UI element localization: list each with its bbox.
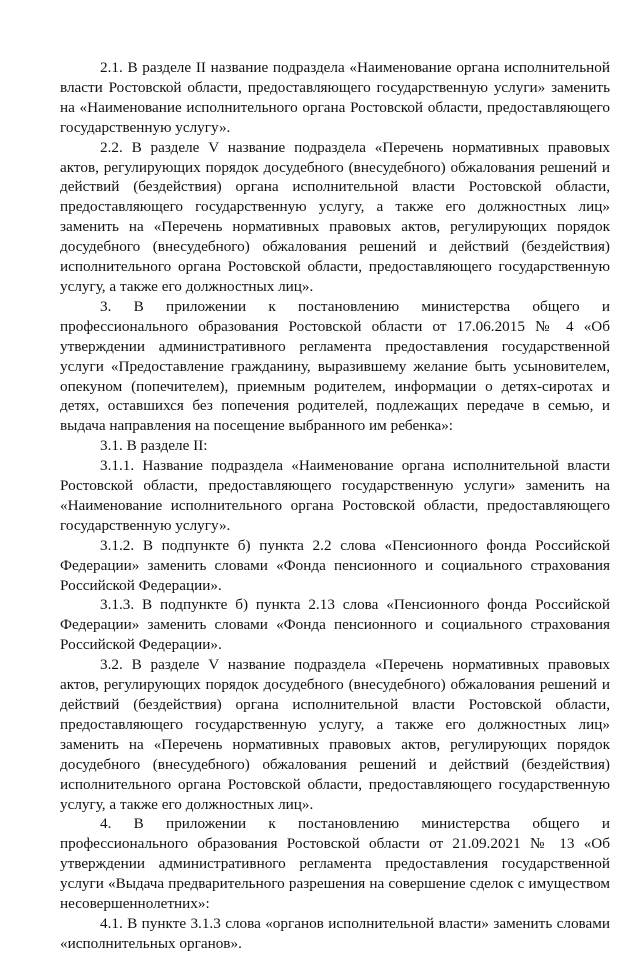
paragraph-2-1: 2.1. В разделе II название подраздела «Наименование органа исполнительной власти Ростовской области, предоставляющего государственную услуги» заменить на «Наименование исполнительного органа Ростовской области, предоставляющего государственную услугу». — [60, 59, 610, 136]
paragraph-3-1-2: 3.1.2. В подпункте б) пункта 2.2 слова «Пенсионного фонда Российской Федерации» заменить словами «Фонда пенсионного и социального страхования Российской Федерации». — [60, 536, 610, 594]
paragraph-2-2: 2.2. В разделе V название подраздела «Перечень нормативных правовых актов, регулирующих порядок досудебного (внесудебного) обжалования решений и действий (бездействия) органа исполнительной власти Ростовской области, предоставляющего государственную услугу, а также его должностных лиц» заменить на «Перечень нормативных правовых актов, регулирующих порядок досудебного (внесудебного) обжалования решений и действий (бездействия) исполнительного органа Ростовской области, предоставляющего государственную услугу, а также его должностных лиц». — [60, 138, 610, 295]
paragraph-3-1-1: 3.1.1. Название подраздела «Наименование органа исполнительной власти Ростовской области, предоставляющего государственную услуги» заменить на «Наименование исполнительного органа Ростовской области, предоставляющего государственную услугу». — [60, 457, 610, 534]
paragraph-3-2: 3.2. В разделе V название подраздела «Перечень нормативных правовых актов, регулирующих порядок досудебного (внесудебного) обжалования решений и действий (бездействия) органа исполнительной власти Ростовской области, предоставляющего государственную услугу, а также его должностных лиц» заменить на «Перечень нормативных правовых актов, регулирующих порядок досудебного (внесудебного) обжалования решений и действий (бездействия) исполнительного органа Ростовской области, предоставляющего государственную услугу, а также его должностных лиц». — [60, 656, 610, 813]
paragraph-4-1: 4.1. В пункте 3.1.3 слова «органов исполнительной власти» заменить словами «исполнительных органов». — [60, 914, 610, 952]
paragraph-3-1-3: 3.1.3. В подпункте б) пункта 2.13 слова «Пенсионного фонда Российской Федерации» заменить словами «Фонда пенсионного и социального страхования Российской Федерации». — [60, 596, 610, 654]
paragraph-3: 3. В приложении к постановлению министерства общего и профессионального образования Ростовской области от 17.06.2015 № 4 «Об утверждении административного регламента предоставления государственной услуги «Предоставление гражданину, выразившему желание быть усыновителем, опекуном (попечителем), приемным родителем, информации о детях-сиротах и детях, оставшихся без попечения родителей, подлежащих передаче в семью, и выдача направления на посещение выбранного им ребенка»: — [60, 297, 610, 435]
paragraph-4: 4. В приложении к постановлению министерства общего и профессионального образования Ростовской области от 21.09.2021 № 13 «Об утверждении административного регламента предоставления государственной услуги «Выдача предварительного разрешения на совершение сделок с имуществом несовершеннолетних»: — [60, 815, 610, 913]
document-page — [60, 58, 610, 954]
paragraph-3-1: 3.1. В разделе II: — [100, 437, 208, 455]
